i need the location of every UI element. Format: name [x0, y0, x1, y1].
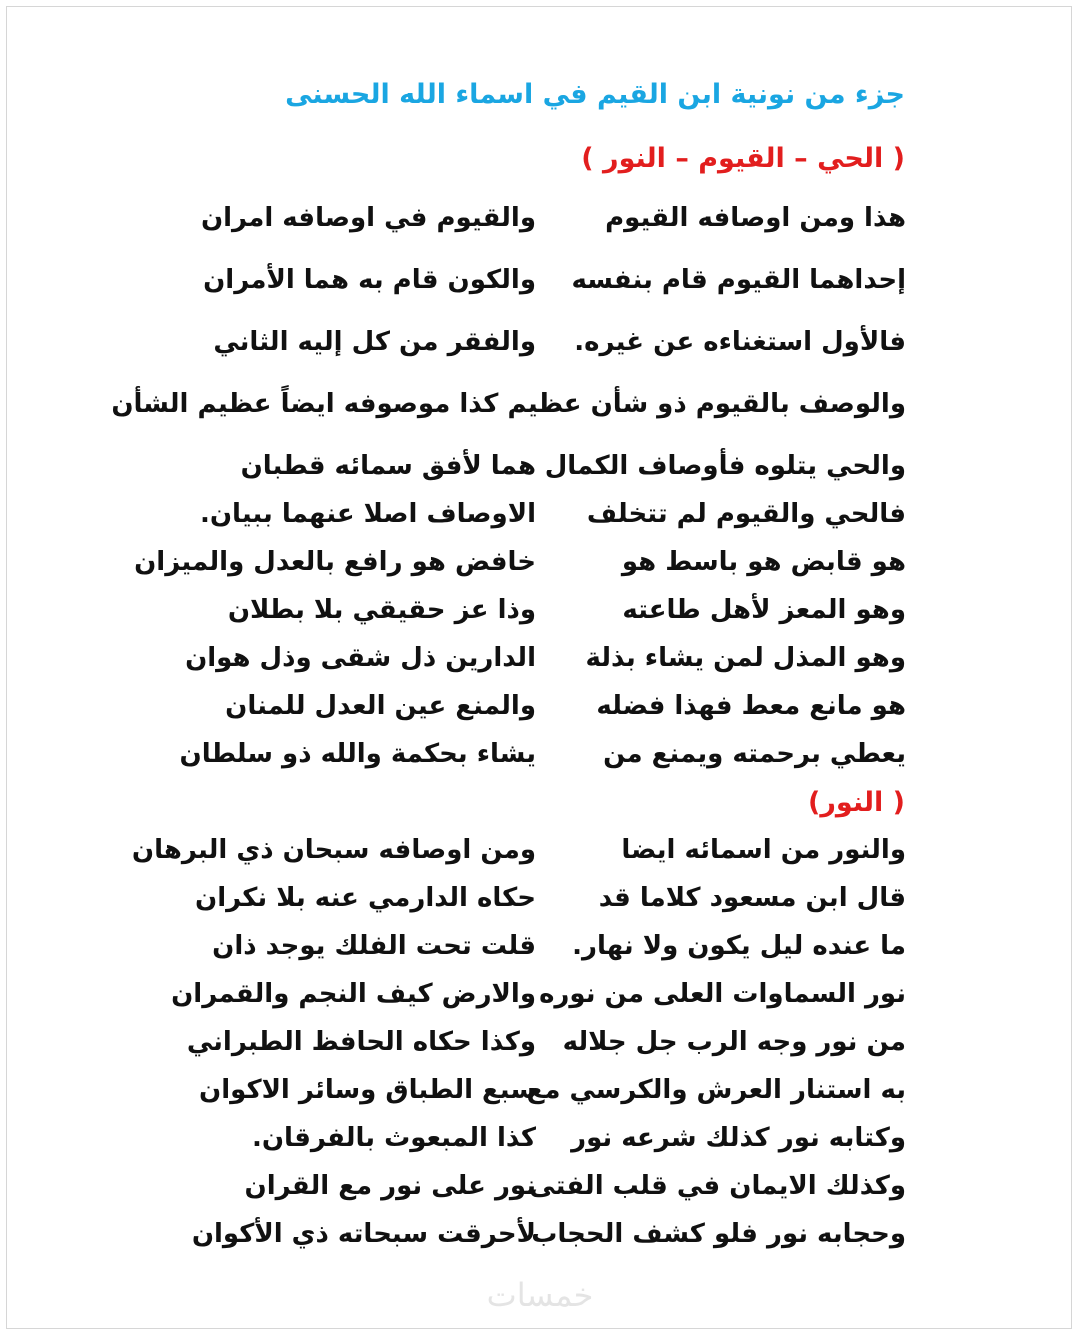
verse-20-first-hemistich: وحجابه نور فلو كشف الحجاب	[531, 1219, 906, 1249]
verse-5-first-hemistich: والحي يتلوه فأوصاف الكمال	[544, 451, 906, 481]
verse-12-second-hemistich: ومن اوصافه سبحان ذي البرهان	[131, 835, 536, 865]
verse-1-second-hemistich: والقيوم في اوصافه امران	[200, 203, 536, 233]
verse-15-first-hemistich: نور السماوات العلى من نوره	[539, 979, 906, 1009]
verse-9-second-hemistich: الدارين ذل شقى وذل هوان	[185, 643, 536, 673]
watermark-logo: خمسات	[486, 1276, 594, 1314]
verse-3-first-hemistich: فالأول استغناءه عن غيره.	[574, 327, 906, 357]
verse-17-second-hemistich: سبع الطباق وسائر الاكوان	[199, 1075, 536, 1105]
verse-3-second-hemistich: والفقر من كل إليه الثاني	[213, 327, 536, 357]
verse-8-second-hemistich: وذا عز حقيقي بلا بطلان	[227, 595, 536, 625]
verse-17-first-hemistich: به استنار العرش والكرسي مع	[526, 1075, 906, 1105]
verse-19-first-hemistich: وكذلك الايمان في قلب الفتى	[529, 1171, 906, 1201]
verse-11-second-hemistich: يشاء بحكمة والله ذو سلطان	[179, 739, 536, 769]
verse-10-first-hemistich: هو مانع معط فهذا فضله	[596, 691, 906, 721]
section-heading-names: ( الحي – القيوم – النور )	[581, 143, 905, 174]
document-page	[6, 6, 1072, 1329]
verse-2-first-hemistich: إحداهما القيوم قام بنفسه	[571, 265, 906, 295]
verse-18-first-hemistich: وكتابه نور كذلك شرعه نور	[571, 1123, 906, 1153]
verse-13-first-hemistich: قال ابن مسعود كلاما قد	[598, 883, 906, 913]
verse-14-second-hemistich: قلت تحت الفلك يوجد ذان	[212, 931, 536, 961]
verse-7-first-hemistich: هو قابض هو باسط هو	[621, 547, 906, 577]
verse-7-second-hemistich: خافض هو رافع بالعدل والميزان	[134, 547, 536, 577]
poem-title: جزء من نونية ابن القيم في اسماء الله الحسنى	[285, 79, 905, 110]
verse-11-first-hemistich: يعطي برحمته ويمنع من	[603, 739, 906, 769]
verse-12-first-hemistich: والنور من اسمائه ايضا	[621, 835, 906, 865]
verse-6-first-hemistich: فالحي والقيوم لم تتخلف	[586, 499, 906, 529]
verse-13-second-hemistich: حكاه الدارمي عنه بلا نكران	[195, 883, 536, 913]
verse-19-second-hemistich: نور على نور مع القران	[244, 1171, 536, 1201]
verse-6-second-hemistich: الاوصاف اصلا عنهما ببيان.	[199, 499, 536, 529]
verse-16-second-hemistich: وكذا حكاه الحافظ الطبراني	[186, 1027, 536, 1057]
verse-16-first-hemistich: من نور وجه الرب جل جلاله	[562, 1027, 906, 1057]
verse-9-first-hemistich: وهو المذل لمن يشاء بذلة	[585, 643, 906, 673]
verse-20-second-hemistich: لأحرقت سبحاته ذي الأكوان	[191, 1219, 536, 1249]
verse-4-full-line: والوصف بالقيوم ذو شأن عظيم كذا موصوفه ايضاً عظيم الشأن	[111, 389, 906, 419]
verse-2-second-hemistich: والكون قام به هما الأمران	[203, 265, 536, 295]
section-heading-nur: ( النور)	[808, 787, 905, 818]
verse-5-second-hemistich: هما لأفق سمائه قطبان	[240, 451, 536, 481]
verse-1-first-hemistich: هذا ومن اوصافه القيوم	[605, 203, 906, 233]
verse-18-second-hemistich: كذا المبعوث بالفرقان.	[251, 1123, 536, 1153]
verse-14-first-hemistich: ما عنده ليل يكون ولا نهار.	[572, 931, 906, 961]
verse-10-second-hemistich: والمنع عين العدل للمنان	[225, 691, 536, 721]
verse-8-first-hemistich: وهو المعز لأهل طاعته	[622, 595, 906, 625]
verse-15-second-hemistich: والارض كيف النجم والقمران	[171, 979, 536, 1009]
